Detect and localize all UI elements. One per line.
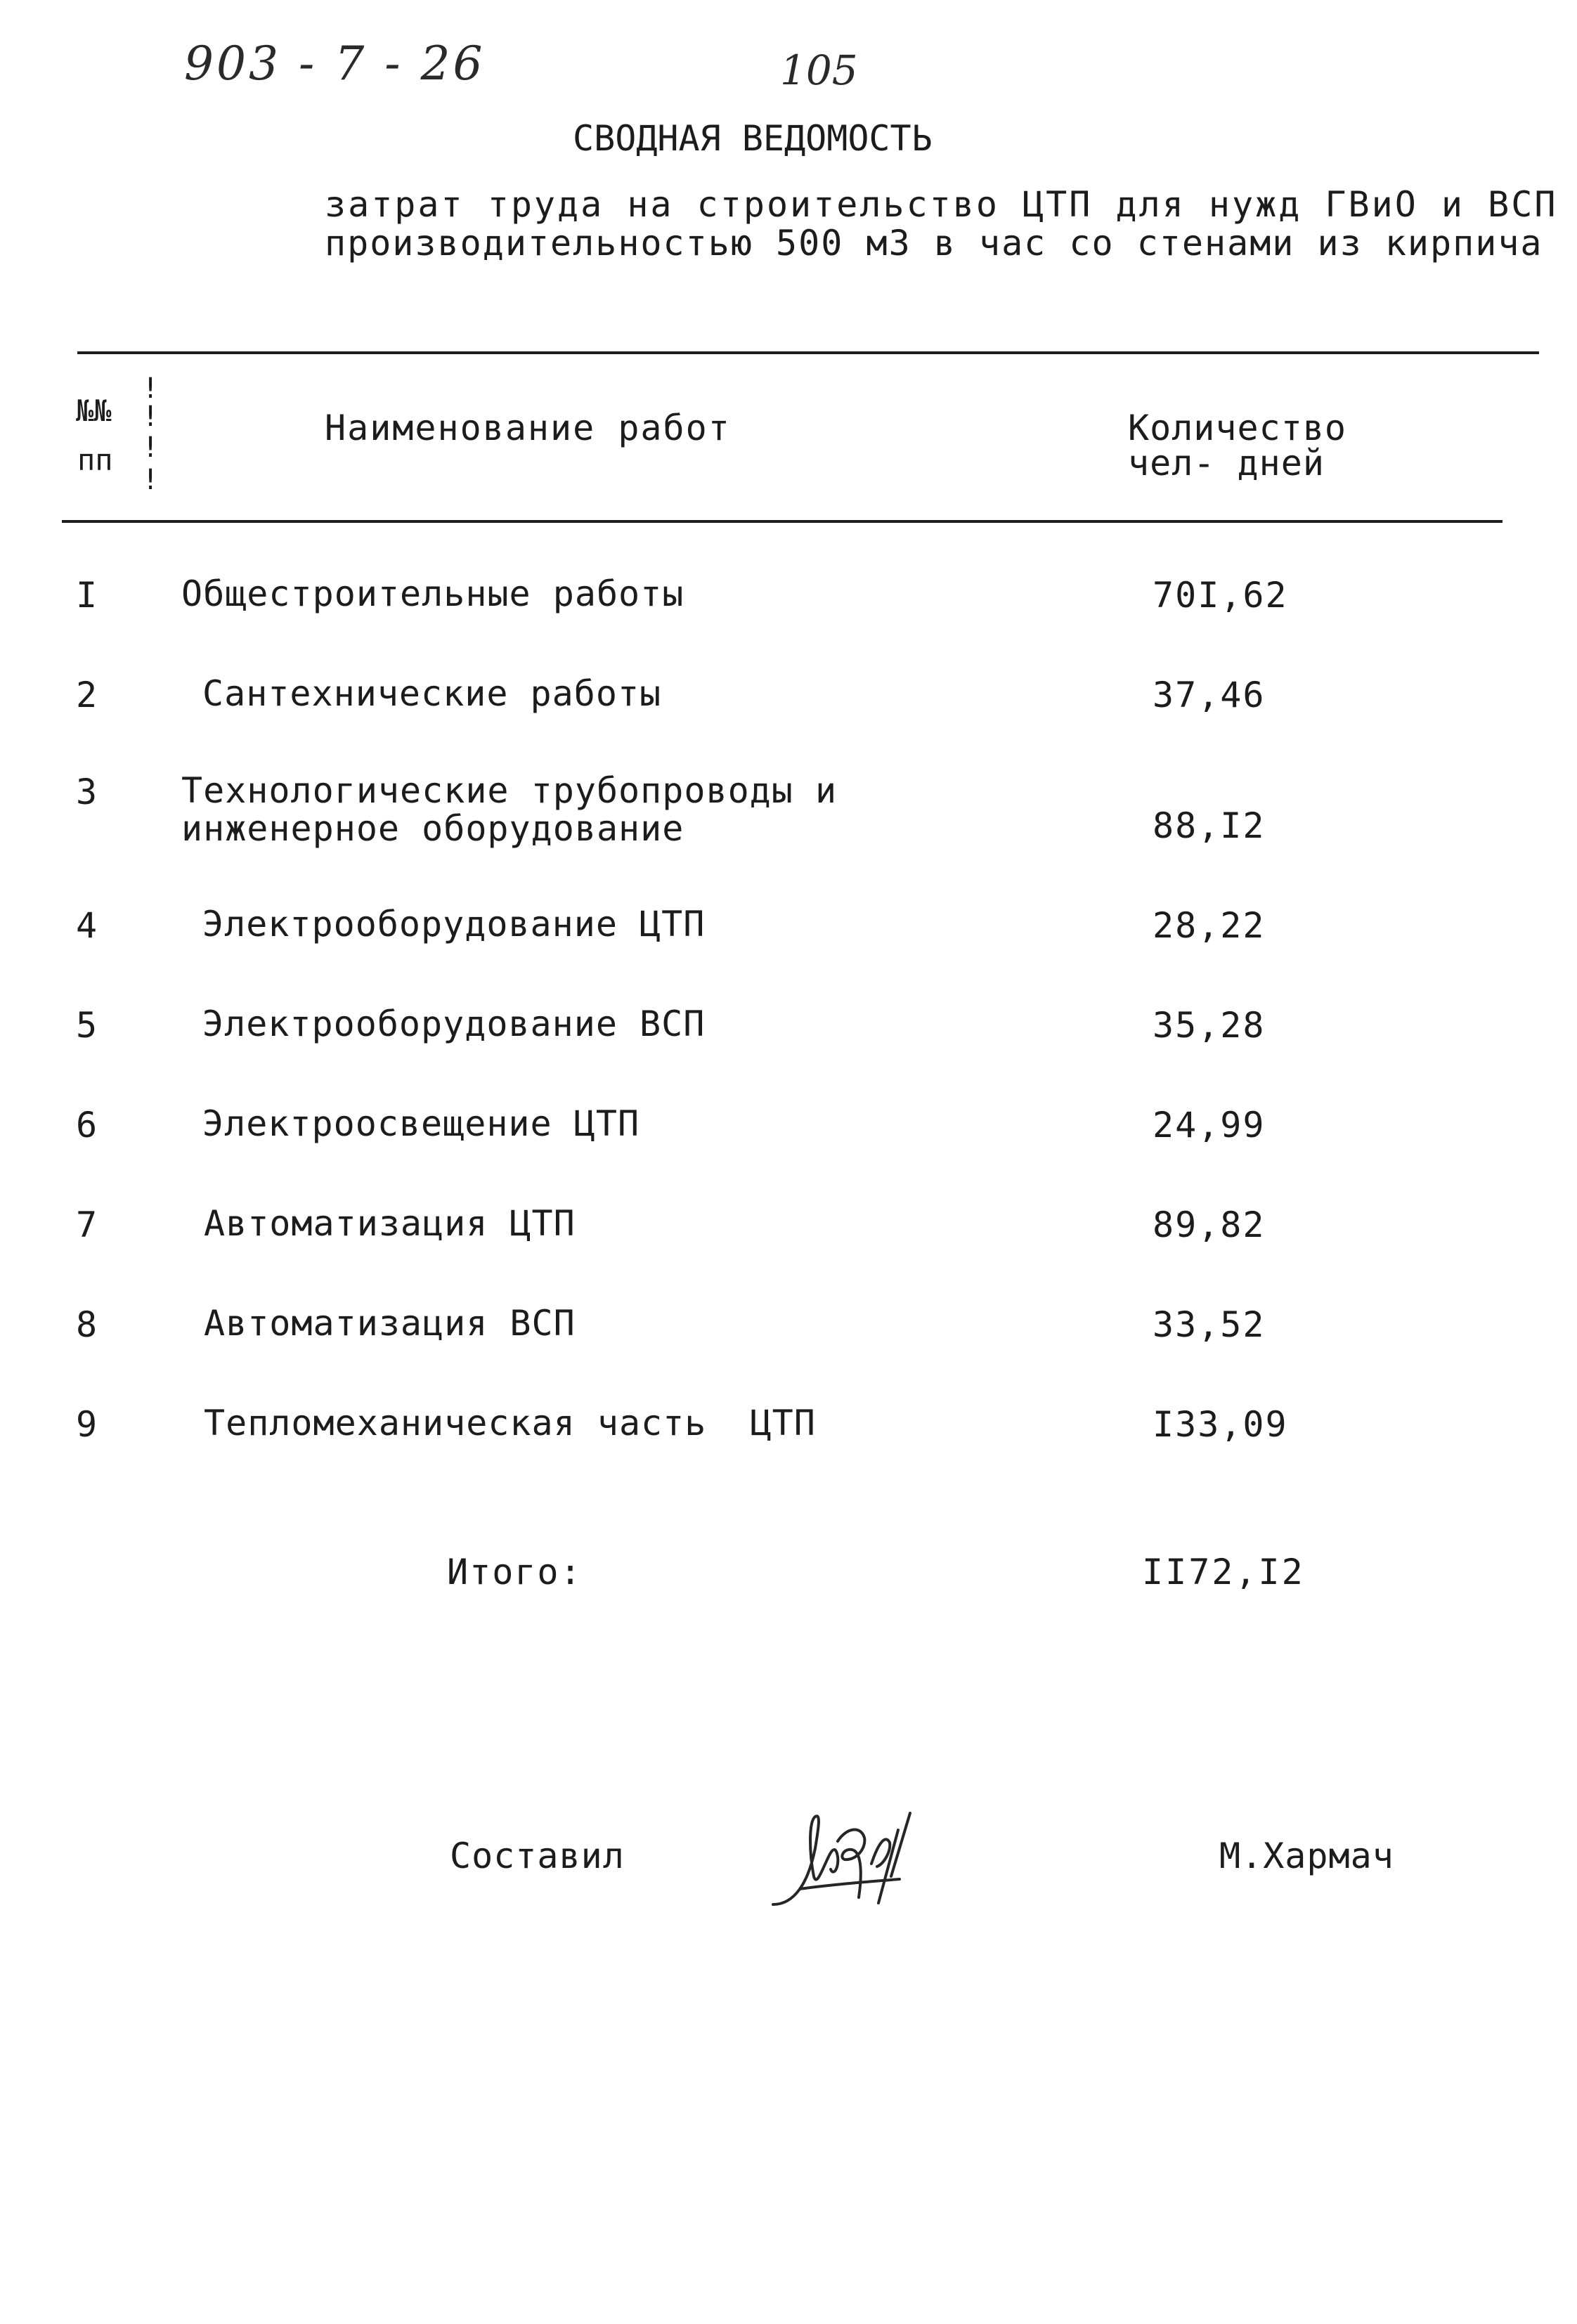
header-number-label: №№ bbox=[76, 394, 112, 428]
row-value: 89,82 bbox=[1153, 1205, 1266, 1245]
table-header-rule bbox=[62, 520, 1503, 523]
row-work-name: Автоматизация ЦТП bbox=[204, 1203, 576, 1244]
row-work-name: Тепломеханическая часть ЦТП bbox=[204, 1403, 816, 1443]
table-row bbox=[0, 1404, 1577, 1488]
row-work-name: Сантехнические работы bbox=[202, 673, 662, 714]
table-row bbox=[0, 1005, 1577, 1089]
row-value: I33,09 bbox=[1153, 1404, 1288, 1445]
table-row bbox=[0, 575, 1577, 659]
table-row bbox=[0, 905, 1577, 989]
row-value: 37,46 bbox=[1153, 675, 1266, 715]
author-name: М.Хармач bbox=[1219, 1836, 1394, 1876]
header-quantity: Количество bbox=[1128, 408, 1347, 448]
table-row bbox=[0, 1105, 1577, 1189]
page-number: 105 bbox=[780, 46, 858, 94]
column-divider-mark: ! bbox=[142, 464, 160, 496]
row-value: 35,28 bbox=[1153, 1005, 1266, 1046]
row-work-name: Технологические трубопроводы и инженерное оборудование bbox=[181, 770, 838, 849]
row-value: 70I,62 bbox=[1153, 575, 1288, 616]
row-number: 8 bbox=[76, 1304, 98, 1345]
composed-by-label: Составил bbox=[450, 1836, 625, 1876]
header-number-sublabel: пп bbox=[77, 443, 113, 477]
row-number: 6 bbox=[76, 1105, 98, 1145]
table-top-rule bbox=[77, 351, 1539, 354]
row-number: 4 bbox=[76, 905, 98, 946]
row-number: 2 bbox=[76, 675, 98, 715]
row-value: 28,22 bbox=[1153, 905, 1266, 946]
row-work-name: Электроосвещение ЦТП bbox=[202, 1103, 640, 1144]
table-row bbox=[0, 772, 1577, 856]
total-label: Итого: bbox=[447, 1552, 583, 1592]
document-code: 903 - 7 - 26 bbox=[184, 37, 486, 91]
row-work-name: Электрооборудование ЦТП bbox=[202, 904, 706, 944]
row-number: 3 bbox=[76, 772, 98, 812]
total-value: II72,I2 bbox=[1142, 1552, 1305, 1592]
column-divider-mark: ! bbox=[142, 431, 160, 464]
row-value: 88,I2 bbox=[1153, 805, 1266, 846]
row-work-name: Общестроительные работы bbox=[181, 573, 684, 614]
row-work-name: Автоматизация ВСП bbox=[204, 1303, 576, 1344]
row-work-name: Электрооборудование ВСП bbox=[202, 1004, 706, 1044]
column-divider-mark: ! bbox=[142, 401, 160, 433]
row-number: 9 bbox=[76, 1404, 98, 1445]
row-number: 7 bbox=[76, 1205, 98, 1245]
row-value: 33,52 bbox=[1153, 1304, 1266, 1345]
row-value: 24,99 bbox=[1153, 1105, 1266, 1145]
table-row bbox=[0, 1205, 1577, 1289]
column-divider-mark: ! bbox=[142, 372, 160, 405]
document-title: СВОДНАЯ ВЕДОМОСТЬ bbox=[573, 118, 933, 159]
subtitle-line-2: производительностью 500 м3 в час со стенами из кирпича bbox=[325, 223, 1543, 264]
row-number: 5 bbox=[76, 1005, 98, 1046]
row-number: I bbox=[76, 575, 98, 616]
handwritten-signature bbox=[766, 1799, 942, 1911]
subtitle-line-1: затрат труда на строительство ЦТП для нужд ГВиО и ВСП bbox=[325, 184, 1558, 225]
table-row bbox=[0, 1304, 1577, 1389]
table-row bbox=[0, 675, 1577, 759]
header-quantity-unit: чел- дней bbox=[1128, 443, 1325, 483]
header-work-name: Наименование работ bbox=[325, 408, 731, 448]
